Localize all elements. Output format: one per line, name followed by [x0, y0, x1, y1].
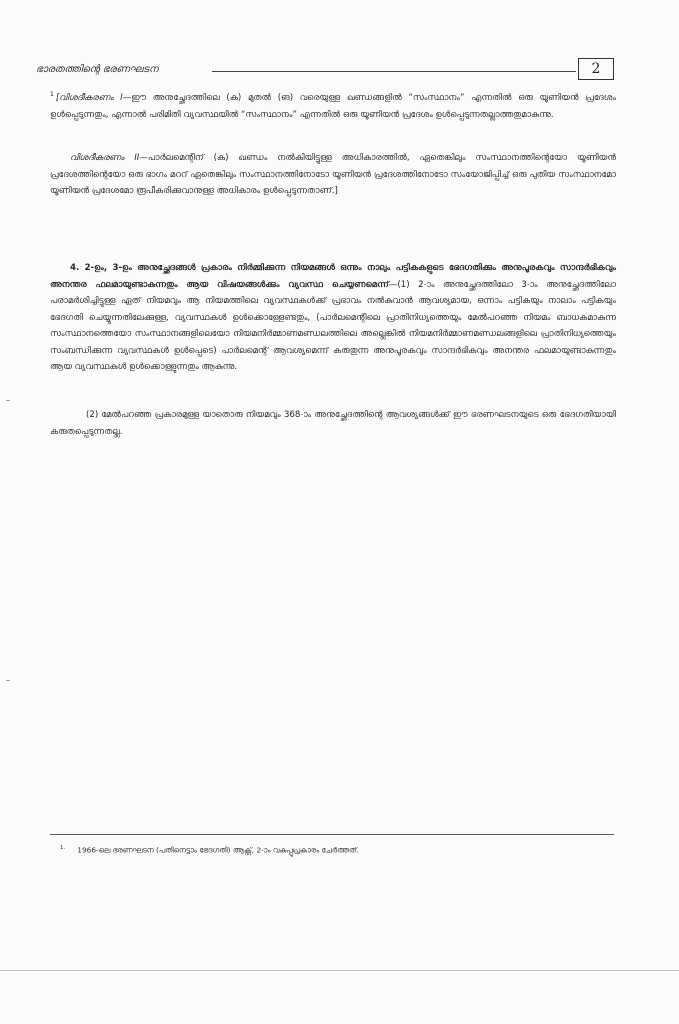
header-title: ഭാരതത്തിന്റെ ഭരണഘടന [36, 64, 159, 75]
article-4-clause-2-block [50, 407, 616, 440]
explanation-1 [50, 90, 616, 123]
explanation-1-label: [വിശദീകരണം I [55, 93, 123, 103]
page-bottom-edge [0, 970, 679, 971]
footnote-reference: 1 [50, 91, 54, 99]
article-4-clause-2: (2) മേൽപറഞ്ഞ പ്രകാരമുള്ള യാതൊരു നിയമവും 368-ാം അനുച്ഛേദത്തിന്റെ ആവശ്യങ്ങൾക്ക് ഈ ഭരണഘടനയുടെ ഒരു ഭേദഗതിയായി കരുതപ്പെടുന്നതല്ല. [50, 410, 616, 437]
article-4 [50, 260, 616, 376]
scan-mark [6, 680, 10, 681]
explanation-2 [50, 150, 616, 200]
running-header [36, 58, 614, 84]
explanation-1-text: —ഈ അനുച്ഛേദത്തിലെ (ക) മുതൽ (ങ) വരെയുള്ള ഖണ്ഡങ്ങളിൽ “സംസ്ഥാനം” എന്നതിൽ ഒരു യൂണിയൻ പ്രദേശം ഉൾപ്പെടുന്നതും, എന്നാൽ പരിമിതി വ്യവസ്ഥയിൽ “സംസ്ഥാനം” എന്നതിൽ ഒരു യൂണിയൻ പ്രദേശം ഉൾപ്പെടുന്നതല്ലാത്തതുമാകുന്നു. [50, 93, 617, 120]
explanation-2-text: —പാർലമെന്റിന് (ക) ഖണ്ഡം നൽകിയിട്ടുള്ള അധികാരത്തിൽ, ഏതെങ്കിലും സംസ്ഥാനത്തിന്റെയോ യൂണിയൻ പ്രദേശത്തിന്റെയോ ഒരു ഭാഗം മററ് ഏതെങ്കിലും സംസ്ഥാനത്തിനോടോ യൂണിയൻ പ്രദേശത്തിനോടോ സംയോജിപ്പിച്ച് ഒരു പുതിയ സംസ്ഥാനമോ യൂണിയൻ പ്രദേശമോ രൂപീകരിക്കുവാനുള്ള അധികാരം ഉൾപ്പെടുന്നതാണ്.] [50, 153, 616, 196]
page-number: 2 [578, 58, 614, 80]
scan-mark [6, 400, 10, 401]
header-rule [212, 71, 576, 72]
explanation-2-label: വിശദീകരണം II [70, 153, 140, 163]
footnote-mark: 1. [60, 845, 66, 851]
article-4-clause-1: —(1) 2-ാം അനുച്ഛേദത്തിലോ 3-ാം അനുച്ഛേദത്തിലോ പരാമർശിച്ചിട്ടുള്ള ഏത് നിയമവും ആ നിയമത്തിലെ വ്യവസ്ഥകൾക്ക് പ്രഭാവം നൽകുവാൻ ആവശ്യമായ, ഒന്നാം പട്ടികയും നാലാം പട്ടികയും ഭേദഗതി ചെയ്യുന്നതിലേക്കുള്ള, വ്യവസ്ഥകൾ ഉൾക്കൊള്ളേണ്ടതും, (പാർലമെന്റിലെ പ്രാതിനിധ്യത്തെയും മേൽപറഞ്ഞ നിയമം ബാധകമാകുന്ന സംസ്ഥാനത്തെയോ സംസ്ഥാനങ്ങളിലെയോ നിയമനിർമ്മാണമണ്ഡലത്തിലെ അല്ലെങ്കിൽ നിയമനിർമ്മാണമണ്ഡലങ്ങളിലെ പ്രാതിനിധ്യത്തെയും സംബന്ധിക്കുന്ന വ്യവസ്ഥകൾ ഉൾപ്പെടെ) പാർലമെന്റ് ആവശ്യമെന്ന് കരുതുന്ന അനുപൂരകവും സാന്ദർഭികവും അനന്തര ഫലമായുണ്ടാകുന്നതും ആയ വ്യവസ്ഥകൾ ഉൾക്കൊള്ളുന്നതും ആകുന്നു. [50, 279, 616, 372]
article-4-heading: 4. 2-ഉം, 3-ഉം അനുച്ഛേദങ്ങൾ പ്രകാരം നിർമ്മിക്കുന്ന നിയമങ്ങൾ ഒന്നും നാലും പട്ടികകളുടെ ഭേദഗതിക്കും അനുപൂരകവും സാന്ദർഭികവും അനന്തര ഫലമായുണ്ടാകുന്നതും ആയ വിഷയങ്ങൾക്കും വ്യവസ്ഥ ചെയ്യണമെന്ന് [50, 263, 616, 290]
footnote-text: 1966-ലെ ഭരണഘടന (പതിനെട്ടാം ഭേദഗതി) ആക്റ്റ്, 2-ാം വകുപ്പുപ്രകാരം ചേർത്തത്. [77, 845, 360, 855]
footnote-divider [50, 834, 614, 835]
footnote [60, 842, 610, 856]
